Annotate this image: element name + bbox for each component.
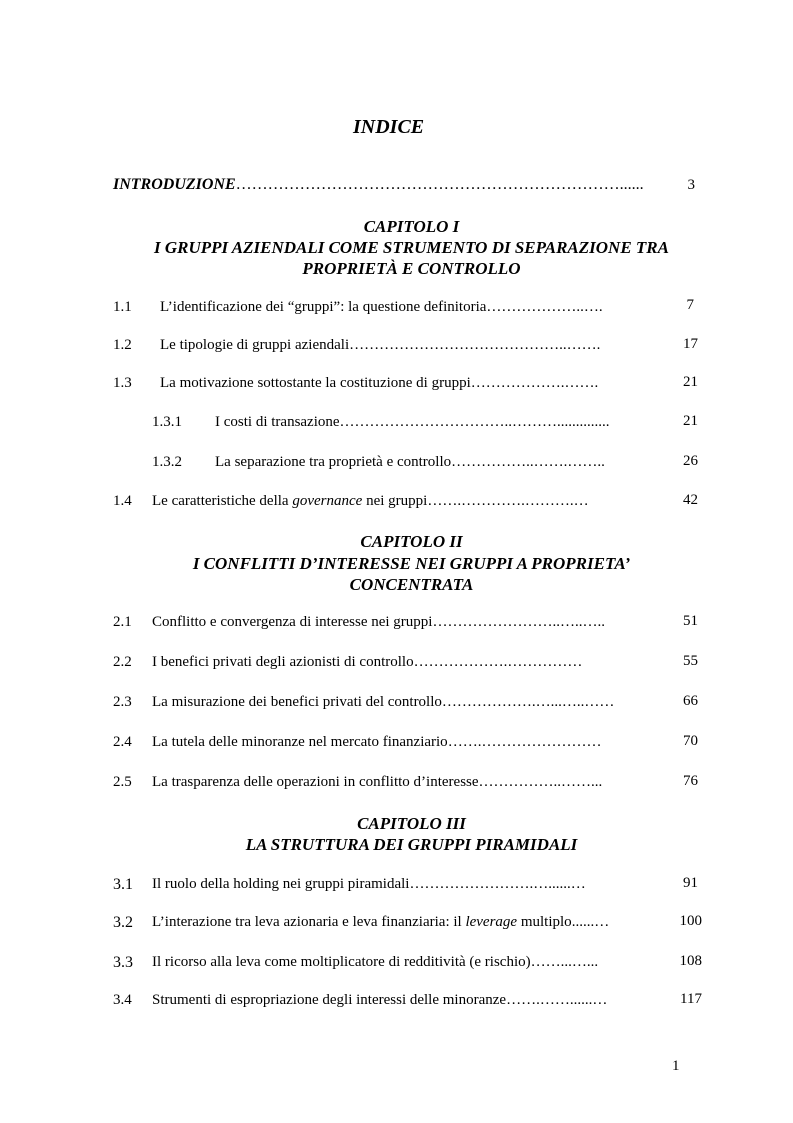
toc-entry-page: 108 (679, 953, 702, 969)
toc-entry-1-3-2[interactable]: La separazione tra proprietà e controllo……………..…….…….. (215, 454, 605, 470)
chapter-2-title-line-2: CONCENTRATA (349, 575, 474, 594)
toc-entry-page: 42 (683, 492, 698, 508)
toc-entry-1-1[interactable]: L’identificazione dei “gruppi”: la questione definitoria………………..…. (160, 299, 603, 315)
toc-entry-1-2[interactable]: Le tipologie di gruppi aziendali……………………………………..……. (160, 337, 601, 353)
toc-entry-1-4[interactable]: Le caratteristiche della governance nei gruppi…….………….……….… (152, 493, 589, 509)
toc-entry-num: 3.2 (113, 914, 133, 931)
chapter-1-title-line-1: I GRUPPI AZIENDALI COME STRUMENTO DI SEPARAZIONE TRA (154, 238, 669, 257)
toc-entry-num: 1.3 (113, 375, 132, 391)
toc-intro-label: INTRODUZIONE (113, 176, 236, 193)
toc-entry-page: 26 (683, 453, 698, 469)
chapter-3-title-line-1: LA STRUTTURA DEI GRUPPI PIRAMIDALI (245, 835, 578, 854)
toc-entry-num: 3.1 (113, 876, 133, 893)
toc-intro[interactable] (113, 176, 644, 194)
toc-entry-num: 3.4 (113, 992, 132, 1008)
toc-entry-1-3-1[interactable]: I costi di transazione……………………………..……….............. (215, 414, 610, 430)
toc-entry-page: 91 (683, 875, 698, 891)
toc-entry-num: 2.3 (113, 694, 132, 710)
chapter-1-heading: CAPITOLO I (363, 217, 460, 236)
toc-entry-page: 55 (683, 653, 698, 669)
toc-entry-page: 76 (683, 773, 698, 789)
toc-entry-num: 1.3.1 (152, 414, 182, 430)
toc-entry-page: 100 (679, 913, 702, 929)
toc-entry-num: 1.4 (113, 493, 132, 509)
toc-entry-page: 66 (683, 693, 698, 709)
toc-entry-2-1[interactable]: Conflitto e convergenza di interesse nei gruppi……………………..…..….. (152, 614, 605, 630)
toc-entry-num: 1.2 (113, 337, 132, 353)
toc-entry-1-3[interactable]: La motivazione sottostante la costituzione di gruppi……………….……. (160, 375, 599, 391)
toc-entry-num: 1.3.2 (152, 454, 182, 470)
toc-entry-page: 21 (683, 374, 698, 390)
toc-entry-page: 17 (683, 336, 698, 352)
toc-entry-page: 7 (686, 297, 694, 313)
toc-entry-3-2[interactable]: L’interazione tra leva azionaria e leva finanziaria: il leverage multiplo......… (152, 914, 610, 930)
toc-intro-dots: ………………………………………………………………...... (235, 176, 644, 193)
toc-entry-2-3[interactable]: La misurazione dei benefici privati del controllo……………….…...…..…… (152, 694, 615, 710)
chapter-3-heading: CAPITOLO III (357, 814, 466, 833)
chapter-2-heading: CAPITOLO II (360, 532, 463, 551)
toc-entry-num: 1.1 (113, 299, 132, 315)
toc-entry-num: 3.3 (113, 954, 133, 971)
toc-entry-num: 2.5 (113, 774, 132, 790)
toc-entry-num: 2.1 (113, 614, 132, 630)
chapter-2-title-line-1: I CONFLITTI D’INTERESSE NEI GRUPPI A PROPRIETA’ (192, 554, 631, 573)
page-number: 1 (672, 1058, 680, 1074)
toc-entry-3-3[interactable]: Il ricorso alla leva come moltiplicatore di redditività (e rischio)……...…... (152, 954, 599, 970)
toc-entry-2-2[interactable]: I benefici privati degli azionisti di controllo……………….…………… (152, 654, 583, 670)
toc-intro-page: 3 (687, 177, 695, 193)
chapter-1-title-line-2: PROPRIETÀ E CONTROLLO (302, 259, 521, 278)
toc-entry-num: 2.4 (113, 734, 132, 750)
toc-entry-3-1[interactable]: Il ruolo della holding nei gruppi piramidali…………………….…......… (152, 876, 586, 892)
toc-entry-page: 70 (683, 733, 698, 749)
toc-entry-2-5[interactable]: La trasparenza delle operazioni in conflitto d’interesse……………..……... (152, 774, 603, 790)
toc-entry-num: 2.2 (113, 654, 132, 670)
index-title: INDICE (353, 116, 425, 138)
toc-entry-page: 117 (680, 991, 702, 1007)
toc-entry-page: 21 (683, 413, 698, 429)
toc-entry-3-4[interactable]: Strumenti di espropriazione degli interessi delle minoranze…….……......… (152, 992, 608, 1008)
toc-entry-2-4[interactable]: La tutela delle minoranze nel mercato finanziario…….…………………… (152, 734, 602, 750)
toc-entry-page: 51 (683, 613, 698, 629)
